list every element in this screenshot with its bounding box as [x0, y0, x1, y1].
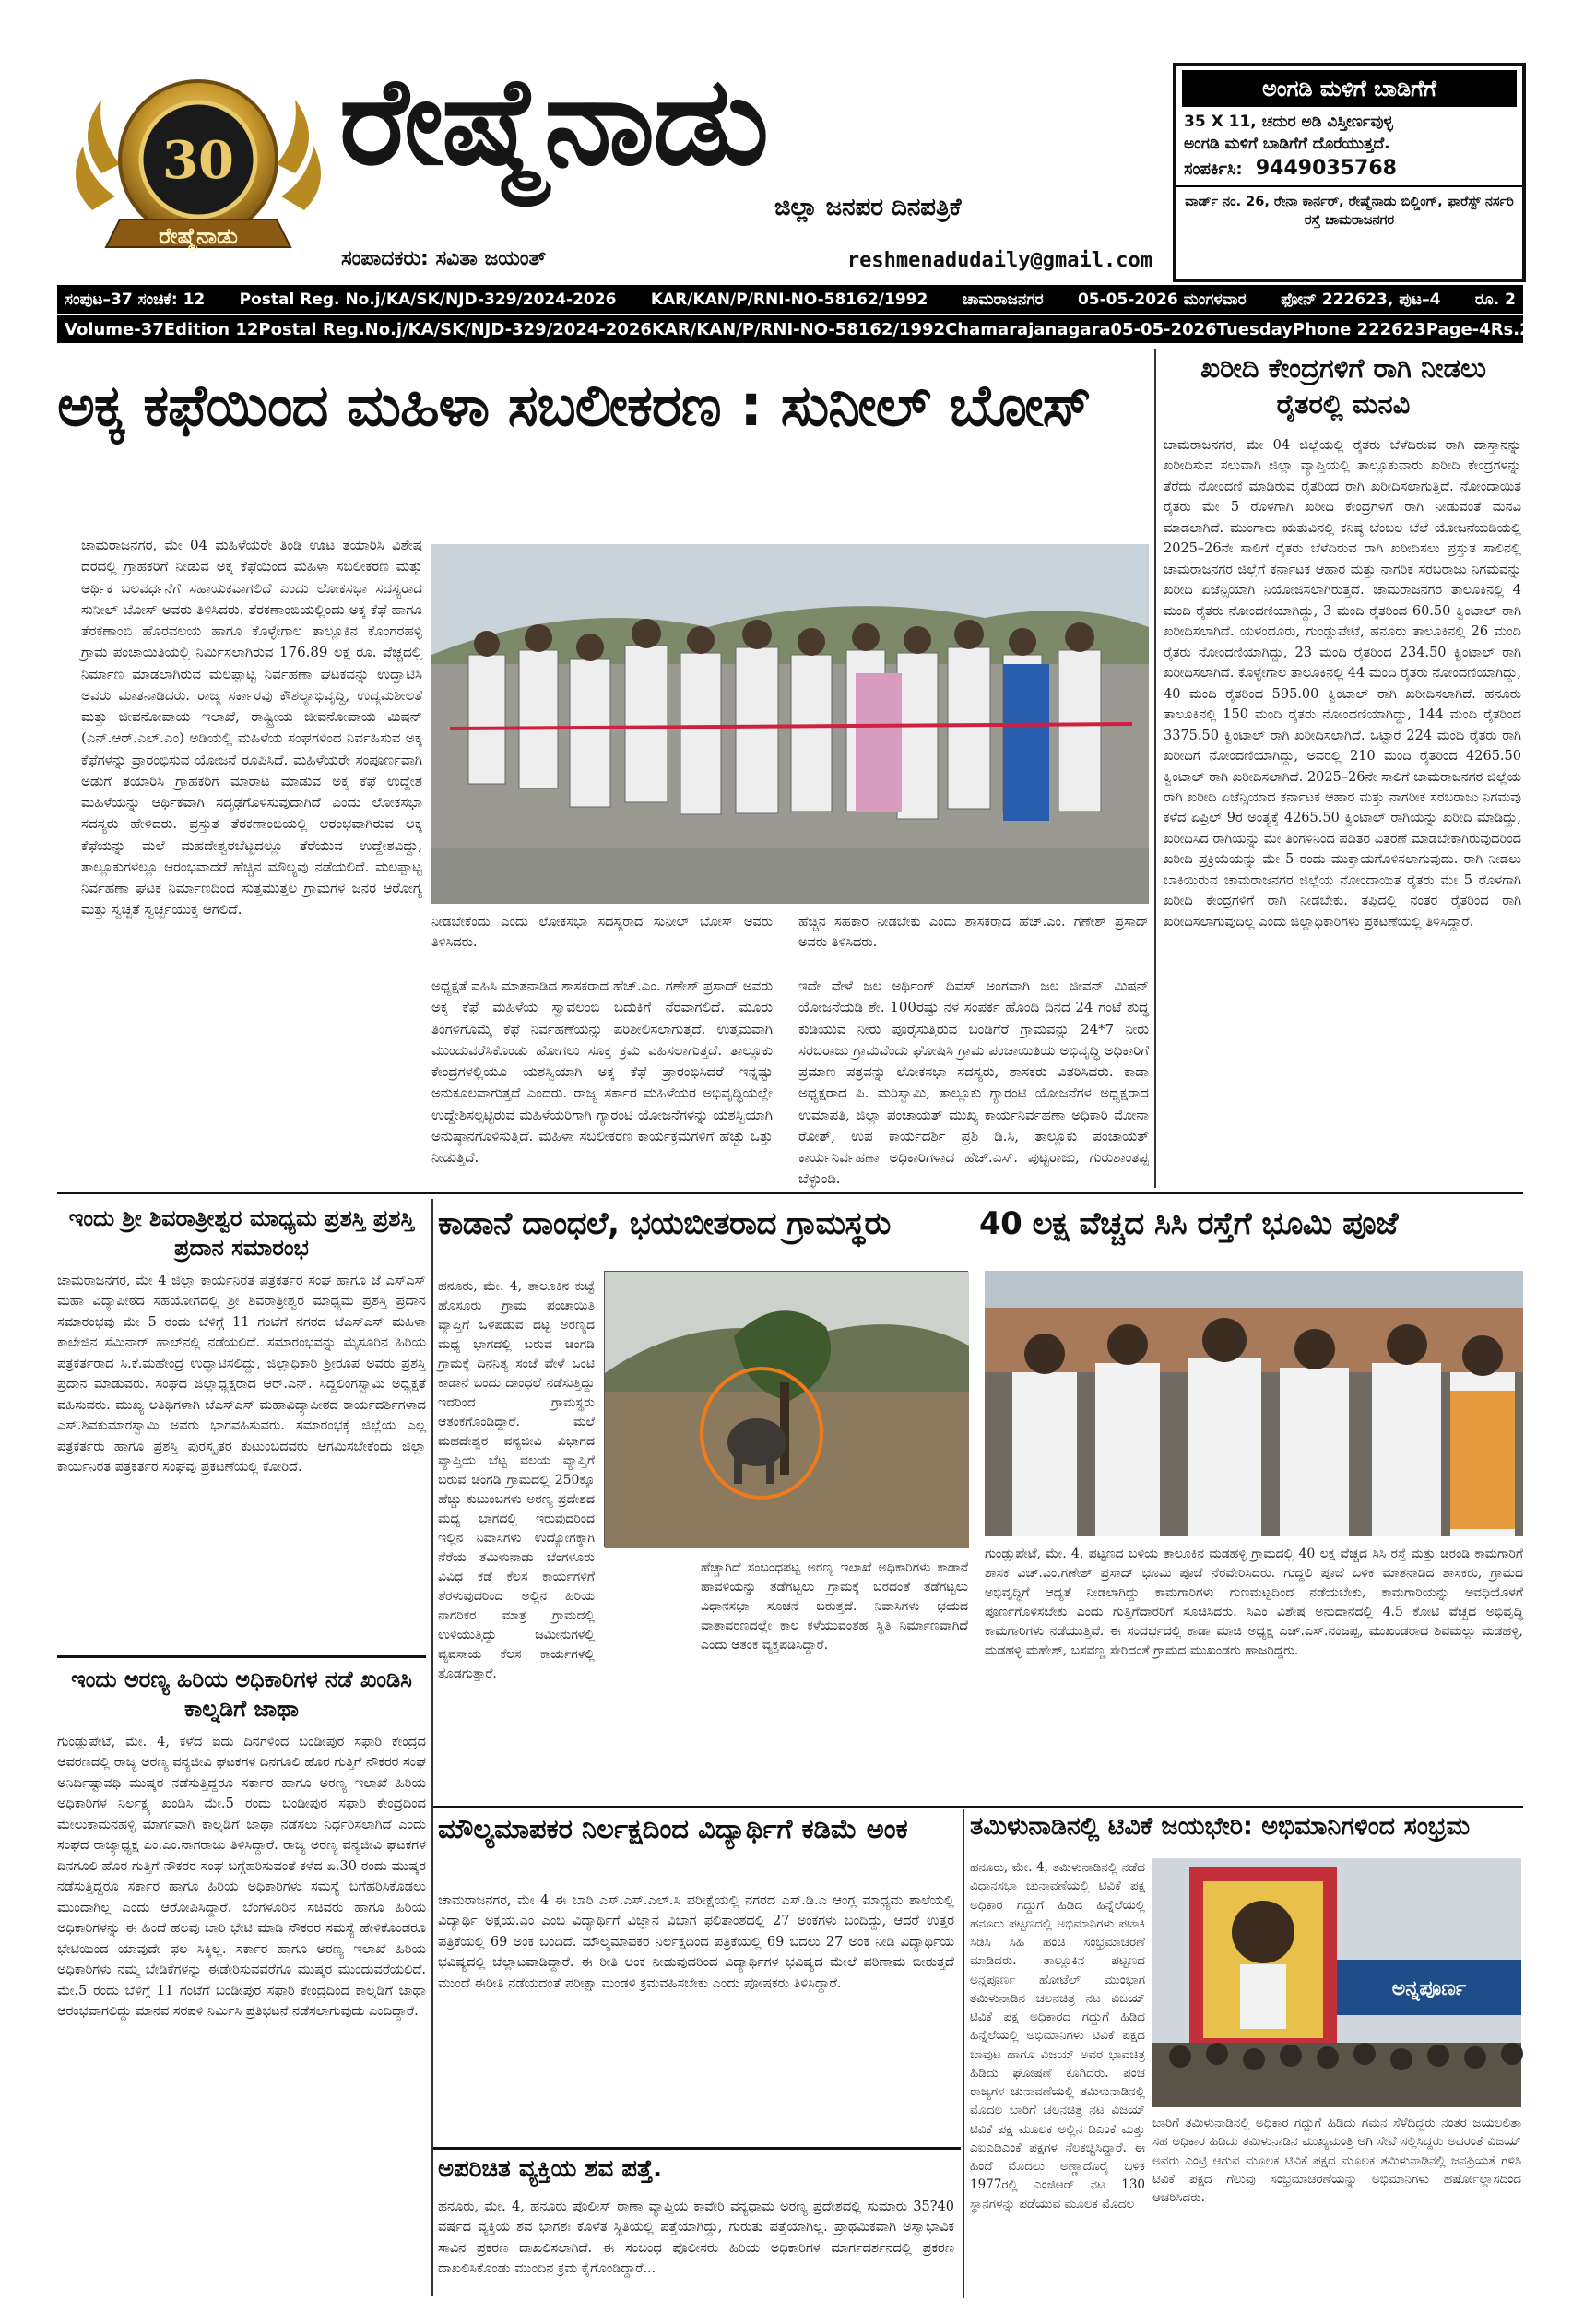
strip-en-page: Page-4 [1425, 319, 1491, 339]
email-address: reshmenadudaily@gmail.com [846, 249, 1152, 272]
svg-text:ಅನ್ನಪೂರ್ಣ: ಅನ್ನಪೂರ್ಣ [1391, 1977, 1467, 2000]
elephant-icon [605, 1272, 969, 1548]
strip-kn-date: 05-05-2026 ಮಂಗಳವಾರ [1077, 290, 1247, 309]
section-divider-1 [57, 1192, 1523, 1194]
tamilnadu-headline: ತಮಿಳುನಾಡಿನಲ್ಲಿ ಟಿವಿಕೆ ಜಯಭೇರಿ: ಅಭಿಮಾನಿಗಳಿಂದ ಸಂಭ್ರಮ [970, 1812, 1471, 1841]
strip-en-volume: Volume-37 [65, 319, 164, 339]
column-divider-lower [431, 1199, 433, 2296]
award-body: ಚಾಮರಾಜನಗರ, ಮೇ 4 ಜಿಲ್ಲಾ ಕಾರ್ಯನಿರತ ಪತ್ರಕರ್ತರ ಸಂಘ ಹಾಗೂ ಜೆ ಎಸ್‌ಎಸ್ ಮಹಾ ವಿದ್ಯಾಪೀಠದ ಸಹಯೋಗದಲ್ಲಿ ಶ್ರೀ ಶಿವರಾತ್ರೀಶ್ವರ ಮಾಧ್ಯಮ ಪ್ರಶಸ್ತಿ ಪ್ರದಾನ ಸಮಾರಂಭವು ಮೇ 5 ರಂದು ಬೆಳಿಗ್ಗೆ 11 ಗಂಟೆಗೆ ನಗರದ ಜೆಎಸ್‌ಎಸ್ ಮಹಿಳಾ ಕಾಲೇಜಿನ ಸೆಮಿನಾರ್ ಹಾಲ್‌ನಲ್ಲಿ ನಡೆಯಲಿದೆ. ಸಮಾರಂಭವನ್ನು ಮೈಸೂರಿನ ಹಿರಿಯ ಪತ್ರಕರ್ತರಾದ ಸಿ.ಕೆ.ಮಹೇಂದ್ರ ಉದ್ಘಾಟಿಸಲಿದ್ದು, ಜಿಲ್ಲಾಧಿಕಾರಿ ಶ್ರೀರೂಪ ಅವರು ಪ್ರಶಸ್ತಿ ಪ್ರದಾನ ಮಾಡುವರು. ಸಂಘದ ಜಿಲ್ಲಾಧ್ಯಕ್ಷರಾದ ಆರ್.ಎನ್. ಸಿದ್ದಲಿಂಗಸ್ವಾಮಿ ಅಧ್ಯಕ್ಷತೆ ವಹಿಸುವರು. ಮುಖ್ಯ ಅತಿಥಿಗಳಾಗಿ ಜೆಎಸ್‌ಎಸ್ ಮಹಾವಿದ್ಯಾಪೀಠದ ಕಾರ್ಯದರ್ಶಿಗಳಾದ ಎಸ್.ಶಿವಕುಮಾರಸ್ವಾಮಿ ಅವರು ಭಾಗವಹಿಸುವರು. ಸಮಾರಂಭಕ್ಕೆ ಜಿಲ್ಲೆಯ ಎಲ್ಲ ಪತ್ರಕರ್ತರು ಹಾಗೂ ಪ್ರಶಸ್ತಿ ಪುರಸ್ಕೃತರ ಕುಟುಂಬದವರು ಆಗಮಿಸಬೇಕೆಂದು ಜಿಲ್ಲಾ ಕಾರ್ಯನಿರತ ಪತ್ರಕರ್ತರ ಸಂಘವು ಪ್ರಕಟಣೆಯಲ್ಲಿ ಕೋರಿದೆ. [57, 1274, 426, 1476]
info-strip-kannada [57, 285, 1523, 314]
road-headline: 40 ಲಕ್ಷ ವೆಚ್ಚದ ಸಿಸಿ ರಸ್ತೆಗೆ ಭೂಮಿ ಪೂಜೆ [979, 1205, 1398, 1242]
logo-ribbon-text: ರೇಷ್ಮೆನಾಡು [159, 223, 238, 249]
ad-address: ವಾರ್ಡ್ ನಂ. 26, ರೇನಾ ಕಾರ್ನರ್, ರೇಷ್ಮೆನಾಡು ಬಿಲ್ಡಿಂಗ್, ಫಾರೆಸ್ಟ್ ನರ್ಸರಿ ರಸ್ತೆ ಚಾಮರಾಜನಗರ [1176, 185, 1522, 236]
strip-kn-city: ಚಾಮರಾಜನಗರ [962, 290, 1044, 309]
road-body: ಗುಂಡ್ಲುಪೇಟೆ, ಮೇ. 4, ಪಟ್ಟಣದ ಬಳಿಯ ತಾಲೂಕಿನ ಮಡಹಳ್ಳಿ ಗ್ರಾಮದಲ್ಲಿ 40 ಲಕ್ಷ ವೆಚ್ಚದ ಸಿಸಿ ರಸ್ತೆ ಮತ್ತು ಚರಂಡಿ ಕಾಮಗಾರಿಗೆ ಶಾಸಕ ಎಚ್.ಎಂ.ಗಣೇಶ್ ಪ್ರಸಾದ್ ಭೂಮಿ ಪೂಜೆ ನೆರವೇರಿಸಿದರು. ಗುದ್ದಲಿ ಪೂಜೆ ಬಳಿಕ ಮಾತನಾಡಿದ ಶಾಸಕರು, ಗ್ರಾಮದ ಅಭಿವೃದ್ಧಿಗೆ ಆದ್ಯತೆ ನೀಡಲಾಗಿದ್ದು ಕಾಮಗಾರಿಗಳು ಗುಣಮಟ್ಟದಿಂದ ನಡೆಯಬೇಕು, ಕಾಮಗಾರಿಯನ್ನು ಅವಧಿಯೊಳಗೆ ಪೂರ್ಣಗೊಳಿಸಬೇಕು ಎಂದು ಗುತ್ತಿಗೆದಾರರಿಗೆ ಸೂಚಿಸಿದರು. ಸಿಎಂ ವಿಶೇಷ ಅನುದಾನದಲ್ಲಿ 4.5 ಕೋಟಿ ವೆಚ್ಚದ ಅಭಿವೃದ್ಧಿ ಕಾಮಗಾರಿಗಳು ನಡೆಯುತ್ತಿವೆ. ಈ ಸಂದರ್ಭದಲ್ಲಿ ಕಾಡಾ ಮಾಜಿ ಅಧ್ಯಕ್ಷ ಎಚ್.ಎಸ್.ನಂಜಪ್ಪ, ಮುಖಂಡರಾದ ಶಿವಮಲ್ಲು ಮಡಹಳ್ಳಿ, ಮಡಹಳ್ಳಿ ಮಹೇಶ್, ಬಸವಣ್ಣ ಸೇರಿದಂತೆ ಗ್ರಾಮದ ಮುಖಂಡರು ಹಾಜರಿದ್ದರು. [985, 1547, 1523, 1658]
elephant-headline: ಕಾಡಾನೆ ದಾಂಧಲೆ, ಭಯಬೀತರಾದ ಗ್ರಾಮಸ್ಥರು [438, 1205, 891, 1242]
ad-contact [1176, 155, 1522, 182]
column-divider [1154, 349, 1156, 1188]
ad-box [1173, 63, 1526, 282]
elephant-photo [604, 1271, 968, 1547]
ad-line1: 35 X 11, ಚದುರ ಅಡಿ ವಿಸ್ತೀರ್ಣವುಳ್ಳ [1184, 113, 1393, 131]
info-strip-english [57, 315, 1531, 343]
tamilnadu-body-continued: ಬಾರಿಗೆ ತಮಿಳುನಾಡಿನಲ್ಲಿ ಅಧಿಕಾರ ಗದ್ದುಗೆ ಹಿಡಿದು ಗಮನ ಸೆಳೆದಿದ್ದರು ನಂತರ ಜಯಲಲಿತಾ ಸಹ ಅಧಿಕಾರ ಹಿಡಿದು ತಮಿಳುನಾಡಿನ ಮುಖ್ಯಮಂತ್ರಿ ಆಗಿ ಸೇವೆ ಸಲ್ಲಿಸಿದ್ದರು ಅದರಂತೆ ವಿಜಯ್ ಅವರು ಎಂಟ್ರಿ ಆಗುವ ಮೂಲಕ ಟಿವಿಕೆ ಪಕ್ಷದ ಮೂಲಕ ತಮಿಳುನಾಡಿನಲ್ಲಿ ಜನಪ್ರಿಯತೆ ಗಳಿಸಿ ಟಿವಿಕೆ ಪಕ್ಷದ ಗೆಲುವು ಸಂಭ್ರಮಾಚರಣೆಯನ್ನು ಅಭಿಮಾನಿಗಳು ಹರ್ಷೋಲ್ಲಾಸದಿಂದ ಆಚರಿಸಿದರು. [1152, 2116, 1521, 2205]
strip-en-postal: Postal Reg.No.j/KA/SK/NJD-329/2024-2026 [258, 319, 652, 339]
logo-seal-icon [65, 63, 332, 284]
banner-photo-icon [1152, 1858, 1521, 2107]
strip-en-price: Rs.2 [1490, 319, 1531, 339]
main-photo-caption-left: ನೀಡಬೇಕೆಂದು ಎಂದು ಲೋಕಸಭಾ ಸದಸ್ಯರಾದ ಸುನೀಲ್ ಬೋಸ್ ಅವರು ತಿಳಿಸಿದರು. [431, 915, 773, 950]
strip-en-phone: Phone 222623 [1292, 319, 1426, 339]
forest-body: ಗುಂಡ್ಲುಪೇಟೆ, ಮೇ. 4, ಕಳೆದ ಐದು ದಿನಗಳಿಂದ ಬಂಡೀಪುರ ಸಫಾರಿ ಕೇಂದ್ರದ ಆವರಣದಲ್ಲಿ ರಾಜ್ಯ ಅರಣ್ಯ ವನ್ಯಜೀವಿ ಘಟಕಗಳ ದಿನಗೂಲಿ ಹೊರ ಗುತ್ತಿಗೆ ನೌಕರರ ಸಂಘ ಅನಿರ್ದಿಷ್ಟಾವಧಿ ಮುಷ್ಕರ ನಡೆಸುತ್ತಿದ್ದರೂ ಸರ್ಕಾರ ಹಾಗೂ ಅರಣ್ಯ ಇಲಾಖೆ ಹಿರಿಯ ಅಧಿಕಾರಿಗಳ ನಿರ್ಲಕ್ಷ್ಯ ಖಂಡಿಸಿ ಮೇ.5 ರಂದು ಬಂಡೀಪುರ ಸಫಾರಿ ಕೇಂದ್ರದಿಂದ ಮೇಲುಕಾಮನಹಳ್ಳಿ ಮಾರ್ಗವಾಗಿ ಕಾಲ್ನಡಿಗೆ ಜಾಥಾ ನಡೆಸಲು ನಿರ್ಧರಿಸಲಾಗಿದೆ ಎಂದು ಸಂಘದ ರಾಜ್ಯಾಧ್ಯಕ್ಷ ಎಂ.ಎಂ.ನಾಗರಾಜು ತಿಳಿಸಿದ್ದಾರೆ. ರಾಜ್ಯ ಅರಣ್ಯ ವನ್ಯಜೀವಿ ಘಟಕಗಳ ದಿನಗೂಲಿ ಹೊರ ಗುತ್ತಿಗೆ ನೌಕರರ ಸಂಘ ಬಗ್ಗೆಹರಿಸುವಂತೆ ಕಳೆದ ಏ.30 ರಂದು ಮುಷ್ಕರ ನಡೆಸುತ್ತಿದ್ದರೂ ಸರ್ಕಾರ ಹಾಗೂ ಹಿರಿಯ ಅಧಿಕಾರಿಗಳು ಸಮಸ್ಯೆ ಬಗೆಹರಿಸಿಕೊಡಲು ಮುಂದಾಗಿಲ್ಲ ಎಂದು ಆರೋಪಿಸಿದ್ದಾರೆ. ಬೆಂಗಳೂರಿನ ಸಚಿವರು ಹಾಗೂ ಹಿರಿಯ ಅಧಿಕಾರಿಗಳನ್ನು ಈ ಹಿಂದೆ ಹಲವು ಬಾರಿ ಭೇಟಿ ಮಾಡಿ ನೌಕರರ ಸಮಸ್ಯೆ ಹೇಳಿಕೊಂಡರೂ ಭೇಟಿಯಿಂದ ಯಾವುದೇ ಫಲ ಸಿಕ್ಕಿಲ್ಲ. ಸರ್ಕಾರ ಹಾಗೂ ಅರಣ್ಯ ಇಲಾಖೆ ಹಿರಿಯ ಅಧಿಕಾರಿಗಳು ನಮ್ಮ ಬೇಡಿಕೆಗಳನ್ನು ಈಡೇರಿಸುವವರೆಗೂ ಮುಷ್ಕರ ಮುಂದುವರೆಯಲಿದೆ. ಮೇ.5 ರಂದು ಬೆಳಿಗ್ಗೆ 11 ಗಂಟೆಗೆ ಬಂಡೀಪುರ ಸಫಾರಿ ಕೇಂದ್ರದಿಂದ ಕಾಲ್ನಡಿಗೆ ಜಾಥಾ ಆರಂಭವಾಗಲಿದ್ದು ಮಾನವ ಸರಪಳಿ ನಿರ್ಮಿಸಿ ಪ್ರತಿಭಟನೆ ನಡೆಸಲಾಗುವುದು ಎಂದಿದ್ದಾರೆ. [57, 1735, 426, 2020]
ad-contact-label: ಸಂಪರ್ಕಿಸಿ: [1184, 160, 1243, 179]
strip-en-date: 05-05-2026 [1110, 319, 1217, 339]
elephant-body-right: ಹೆಚ್ಚಾಗಿದೆ ಸಂಬಂಧಪಟ್ಟ ಅರಣ್ಯ ಇಲಾಖೆ ಅಧಿಕಾರಿಗಳು ಕಾಡಾನೆ ಹಾವಳಿಯನ್ನು ತಡೆಗಟ್ಟಲು ಗ್ರಾಮಕ್ಕೆ ಬರದಂತೆ ತಡೆಗಟ್ಟಲು ವಿಧಾನಸಭಾ ಸೂಚನೆ ಬರುತ್ತದೆ. ನಿವಾಸಿಗಳು ಭಯದ ವಾತಾವರಣದಲ್ಲೇ ಕಾಲ ಕಳೆಯುವಂತಹ ಸ್ಥಿತಿ ನಿರ್ಮಾಣವಾಗಿದೆ ಎಂದು ಆತಂಕ ವ್ಯಕ್ತಪಡಿಸಿದ್ದಾರೆ. [701, 1560, 968, 1653]
newspaper-title: ರೇಷ್ಮೆನಾಡು [339, 51, 768, 193]
svg-text:30: 30 [162, 130, 234, 191]
road-puja-photo [985, 1271, 1523, 1536]
strip-kn-volume: ಸಂಪುಟ–37 ಸಂಚಿಕೆ: 12 [65, 290, 206, 309]
main-headline: ಅಕ್ಕ ಕಫೆಯಿಂದ ಮಹಿಳಾ ಸಬಲೀಕರಣ : ಸುನೀಲ್ ಬೋಸ್ [57, 372, 1091, 439]
editor-name: ಸಂಪಾದಕರು: ಸವಿತಾ ಜಯಂತ್ [341, 247, 547, 270]
award-divider [57, 1655, 426, 1658]
forest-headline: ಇಂದು ಅರಣ್ಯ ಹಿರಿಯ ಅಧಿಕಾರಿಗಳ ನಡೆ ಖಂಡಿಸಿ ಕಾಲ್ನಡಿಗೆ ಜಾಥಾ [71, 1666, 412, 1723]
tagline: ಜಿಲ್ಲಾ ಜನಪರ ದಿನಪತ್ರಿಕೆ [774, 194, 962, 221]
body-found-body: ಹನೂರು, ಮೇ. 4, ಹನೂರು ಪೊಲೀಸ್ ಠಾಣಾ ವ್ಯಾಪ್ತಿಯ ಕಾವೇರಿ ವನ್ಯಧಾಮ ಅರಣ್ಯ ಪ್ರದೇಶದಲ್ಲಿ ಸುಮಾರು 35?40 ವರ್ಷದ ವ್ಯಕ್ತಿಯ ಶವ ಭಾಗಶಃ ಕೊಳೆತ ಸ್ಥಿತಿಯಲ್ಲಿ ಪತ್ತೆಯಾಗಿದ್ದು, ಗುರುತು ಪತ್ತೆಯಾಗಿಲ್ಲ. ಪ್ರಾಥಮಿಕವಾಗಿ ಅಸ್ವಾಭಾವಿಕ ಸಾವಿನ ಪ್ರಕರಣ ದಾಖಲಿಸಲಾಗಿದೆ. ಈ ಸಂಬಂಧ ಪೊಲೀಸರು ಹಿರಿಯ ಅಧಿಕಾರಿಗಳ ಮಾರ್ಗದರ್ಶನದಲ್ಲಿ ಪ್ರಕರಣ ದಾಖಲಿಸಿಕೊಂಡು ಮುಂದಿನ ಕ್ರಮ ಕೈಗೊಂಡಿದ್ದಾರೆ... [438, 2200, 954, 2277]
exam-body: ಚಾಮರಾಜನಗರ, ಮೇ 4 ಈ ಬಾರಿ ಎಸ್.ಎಸ್.ಎಲ್.ಸಿ ಪರೀಕ್ಷೆಯಲ್ಲಿ ನಗರದ ಎಸ್.ಡಿ.ಎ ಆಂಗ್ಲ ಮಾಧ್ಯಮ ಶಾಲೆಯಲ್ಲಿ ವಿದ್ಯಾರ್ಥಿ ಅಕ್ಷಯ.ಎಂ ಎಂಬ ವಿದ್ಯಾರ್ಥಿಗೆ ವಿಜ್ಞಾನ ವಿಭಾಗ ಫಲಿತಾಂಶದಲ್ಲಿ 27 ಅಂಕಗಳು ಬಂದಿದ್ದು, ಆದರೆ ಉತ್ತರ ಪತ್ರಿಕೆಯಲ್ಲಿ 69 ಅಂಕ ಬಂದಿದೆ. ಮೌಲ್ಯಮಾಪಕರ ನಿರ್ಲಕ್ಷದಿಂದ ಪತ್ರಿಕೆಯಲ್ಲಿ 69 ಬದಲು 27 ಅಂಕ ನೀಡಿ ವಿದ್ಯಾರ್ಥಿಯ ಭವಿಷ್ಯದಲ್ಲಿ ಚೆಲ್ಲಾಟವಾಡಿದ್ದಾರೆ. ಈ ರೀತಿ ಅಂಕ ನೀಡುವುದರಿಂದ ವಿದ್ಯಾರ್ಥಿಗಳ ಭವಿಷ್ಯದ ಮೇಲೆ ಪರಿಣಾಮ ಬೀರುತ್ತದೆ ಮುಂದೆ ಈರೀತಿ ನಡೆಯದಂತೆ ಪರೀಕ್ಷಾ ಮಂಡಳಿ ಕ್ರಮವಹಿಸಬೇಕು ಎಂದು ಪೋಷಕರು ತಿಳಿಸಿದ್ದಾರೆ. [438, 1893, 954, 1991]
strip-kn-postal: Postal Reg. No.j/KA/SK/NJD-329/2024-2026 [239, 290, 617, 309]
body-found-headline: ಅಪರಿಚಿತ ವ್ಯಕ್ತಿಯ ಶವ ಪತ್ತೆ. [438, 2155, 662, 2183]
strip-kn-phone: ಫೋನ್ 222623, ಪುಟ–4 [1281, 290, 1441, 309]
ad-phone: 9449035768 [1255, 157, 1397, 180]
logo-emblem [65, 63, 332, 284]
crowd-photo-icon [985, 1271, 1523, 1536]
elephant-body-left: ಹನೂರು, ಮೇ. 4, ತಾಲೂಕಿನ ಕುಟ್ಟೆ ಹೊಸೂರು ಗ್ರಾಮ ಪಂಚಾಯಿತಿ ವ್ಯಾಪ್ತಿಗೆ ಒಳಪಡುವ ದಟ್ಟ ಅರಣ್ಯದ ಮಧ್ಯ ಭಾಗದಲ್ಲಿ ಬರುವ ಚಂಗಡಿ ಗ್ರಾಮಕ್ಕೆ ದಿನನಿತ್ಯ ಸಂಜೆ ವೇಳೆ ಒಂಟಿ ಕಾಡಾನೆ ಬಂದು ದಾಂಧಲೆ ನಡೆಸುತ್ತಿದ್ದು ಇದರಿಂದ ಗ್ರಾಮಸ್ಥರು ಆತಂಕಗೊಂಡಿದ್ದಾರೆ. ಮಲೆ ಮಹದೇಶ್ವರ ವನ್ಯಜೀವಿ ವಿಭಾಗದ ವ್ಯಾಪ್ತಿಯ ಬೆಟ್ಟ ವಲಯ ವ್ಯಾಪ್ತಿಗೆ ಬರುವ ಚಂಗಡಿ ಗ್ರಾಮದಲ್ಲಿ 250ಕ್ಕೂ ಹೆಚ್ಚು ಕುಟುಂಬಗಳು ಅರಣ್ಯ ಪ್ರದೇಶದ ಮಧ್ಯ ಭಾಗದಲ್ಲಿ ಇರುವುದರಿಂದ ಇಲ್ಲಿನ ನಿವಾಸಿಗಳು ಉದ್ಯೋಗಕ್ಕಾಗಿ ನೆರೆಯ ತಮಿಳುನಾಡು ಬೆಂಗಳೂರು ವಿವಿಧ ಕಡೆ ಕೆಲಸ ಕಾರ್ಯಗಳಿಗೆ ತೆರಳುವುದರಿಂದ ಅಲ್ಲಿನ ಹಿರಿಯ ನಾಗರಿಕರ ಮಾತ್ರ ಗ್ರಾಮದಲ್ಲಿ ಉಳಿಯುತ್ತಿದ್ದು ಜಮೀನುಗಳಲ್ಲಿ ವ್ಯವಸಾಯ ಕೆಲಸ ಕಾರ್ಯಗಳಲ್ಲಿ ತೊಡಗುತ್ತಾರೆ. [438, 1279, 595, 1681]
section-divider-2 [433, 1806, 1523, 1808]
ribbon-cutting-photo-icon [431, 544, 1149, 904]
exam-divider [433, 2147, 961, 2150]
main-column-1: ಚಾಮರಾಜನಗರ, ಮೇ 04 ಮಹಿಳೆಯರೇ ತಿಂಡಿ ಊಟ ತಯಾರಿಸಿ ವಿಶೇಷ ದರದಲ್ಲಿ ಗ್ರಾಹಕರಿಗೆ ನೀಡುವ ಅಕ್ಕ ಕೆಫೆಯಿಂದ ಮಹಿಳಾ ಸಬಲೀಕರಣ ಮತ್ತು ಆರ್ಥಿಕ ಬಲವರ್ಧನೆಗೆ ಸಹಾಯಕವಾಗಲಿದೆ ಎಂದು ಲೋಕಸಭಾ ಸದಸ್ಯರಾದ ಸುನೀಲ್ ಬೋಸ್ ಅವರು ತಿಳಿಸಿದರು. ತೆರಕಣಾಂಬಿಯಲ್ಲಿಂದು ಅಕ್ಕ ಕೆಫೆ ಹಾಗೂ ತೆರಕಣಾಂಬಿ ಹೊರವಲಯ ಹಾಗೂ ಕೊಳ್ಳೇಗಾಲ ತಾಲ್ಲೂಕಿನ ಕೊಂಗರಹಳ್ಳಿ ಗ್ರಾಮ ಪಂಚಾಯಿತಿಯಲ್ಲಿ ನಿರ್ಮಿಸಲಾಗಿರುವ 176.89 ಲಕ್ಷ ರೂ. ವೆಚ್ಚದಲ್ಲಿ ನಿರ್ಮಾಣ ಮಾಡಲಾಗಿರುವ ಮಲಪ್ಪಾಟ್ಟ ನಿರ್ವಹಣಾ ಘಟಕವನ್ನು ಉದ್ಘಾಟಿಸಿ ಅವರು ಮಾತನಾಡಿದರು. ರಾಜ್ಯ ಸರ್ಕಾರವು ಕೌಶಲ್ಯಾಭಿವೃದ್ಧಿ, ಉದ್ಯಮಶೀಲತೆ ಮತ್ತು ಜೀವನೋಪಾಯ ಇಲಾಖೆ, ರಾಷ್ಟ್ರೀಯ ಜೀವನೋಪಾಯ ಮಿಷನ್ (ಎನ್.ಆರ್.ಎಲ್.ಎಂ) ಅಡಿಯಲ್ಲಿ ಮಹಿಳೆಯ ಸಂಘಗಳಿಂದ ನಿರ್ವಹಿಸುವ ಅಕ್ಕ ಕೆಫೆಗಳನ್ನು ಪ್ರಾರಂಭಿಸುವ ಯೋಜನೆ ರೂಪಿಸಿದೆ. ಮಹಿಳೆಯರೇ ಸಂಪೂರ್ಣವಾಗಿ ಅಡುಗೆ ತಯಾರಿಸಿ ಗ್ರಾಹಕರಿಗೆ ಮಾರಾಟ ಮಾಡುವ ಅಕ್ಕ ಕೆಫೆ ಉದ್ದೇಶ ಮಹಿಳೆಯನ್ನು ಆರ್ಥಿಕವಾಗಿ ಸದೃಢಗೊಳಿಸುವುದಾಗಿದೆ ಎಂದು ಲೋಕಸಭಾ ಸದಸ್ಯರು ಹೇಳಿದರು. ಪ್ರಸ್ತುತ ತೆರಕಣಾಂಬಿಯಲ್ಲಿ ಆರಂಭವಾಗಿರುವ ಅಕ್ಕ ಕೆಫೆಯನ್ನು ಮಲೆ ಮಹದೇಶ್ವರಬೆಟ್ಟದಲ್ಲೂ ತೆರೆಯುವ ಉದ್ದೇಶವಿದ್ದು, ತಾಲ್ಲೂಕುಗಳಲ್ಲೂ ಆರಂಭವಾದರೆ ಹೆಚ್ಚಿನ ಮೌಲ್ಯವು ನಡೆಯಲಿದೆ. ಮಲಪ್ಪಾಟ್ಟ ನಿರ್ವಹಣಾ ಘಟಕ ನಿರ್ಮಾಣದಿಂದ ಸುತ್ತಮುತ್ತಲ ಗ್ರಾಮಗಳ ಜನರ ಆರೋಗ್ಯ ಮತ್ತು ಸ್ವಚ್ಛತೆ ಸ್ವರ್ಚ್ಛಯುಕ್ತ ಆಗಲಿದೆ. [81, 537, 422, 919]
strip-en-city: Chamarajanagara [945, 319, 1111, 339]
award-headline: ಇಂದು ಶ್ರೀ ಶಿವರಾತ್ರೀಶ್ವರ ಮಾಧ್ಯಮ ಪ್ರಶಸ್ತಿ ಪ್ರಶಸ್ತಿ ಪ್ರದಾನ ಸಮಾರಂಭ [68, 1205, 415, 1262]
main-column-2: ಅಧ್ಯಕ್ಷತೆ ವಹಿಸಿ ಮಾತನಾಡಿದ ಶಾಸಕರಾದ ಹೆಚ್.ಎಂ. ಗಣೇಶ್ ಪ್ರಸಾದ್ ಅವರು ಅಕ್ಕ ಕೆಫೆ ಮಹಿಳೆಯ ಸ್ವಾವಲಂಬಿ ಬದುಕಿಗೆ ನೆರವಾಗಲಿದೆ. ಮೂರು ತಿಂಗಳಿಗೊಮ್ಮೆ ಕೆಫೆ ನಿರ್ವಹಣೆಯನ್ನು ಪರಿಶೀಲಿಸಲಾಗುತ್ತದೆ. ಉತ್ತಮವಾಗಿ ಮುಂದುವರೆಸಿಕೊಂಡು ಹೋಗಲು ಸೂಕ್ತ ಕ್ರಮ ವಹಿಸಲಾಗುತ್ತದೆ. ತಾಲ್ಲೂಕು ಕೇಂದ್ರಗಳಲ್ಲಿಯೂ ಯಶಸ್ವಿಯಾಗಿ ಅಕ್ಕ ಕೆಫೆ ಪ್ರಾರಂಭಿಸಿದರೆ ಇನ್ನಷ್ಟು ಅನುಕೂಲವಾಗುತ್ತದೆ ಎಂದರು. ರಾಜ್ಯ ಸರ್ಕಾರ ಮಹಿಳೆಯರ ಅಭಿವೃದ್ಧಿಯಲ್ಲೇ ಉದ್ದೇಶಿಸಲ್ಪಟ್ಟಿರುವ ಮಹಿಳೆಯರಿಗಾಗಿ ಗ್ಯಾರಂಟಿ ಯೋಜನೆಗಳನ್ನು ಯಶಸ್ವಿಯಾಗಿ ಅನುಷ್ಠಾನಗೊಳಿಸುತ್ತಿದೆ. ಮಹಿಳಾ ಸಬಲೀಕರಣ ಕಾರ್ಯಕ್ರಮಗಳಿಗೆ ಹೆಚ್ಚು ಒತ್ತು ನೀಡುತ್ತಿದೆ. [431, 978, 773, 1166]
strip-kn-price: ರೂ. 2 [1474, 290, 1516, 309]
main-column-3: ಇದೇ ವೇಳೆ ಜಲ ಅರ್ಥಿಂಗ್ ದಿವಸ್ ಅಂಗವಾಗಿ ಜಲ ಜೀವನ್ ಮಿಷನ್ ಯೋಜನೆಯಡಿ ಶೇ. 100ರಷ್ಟು ನಳ ಸಂಪರ್ಕ ಹೊಂದಿ ದಿನದ 24 ಗಂಟೆ ಶುದ್ಧ ಕುಡಿಯುವ ನೀರು ಪೂರೈಸುತ್ತಿರುವ ಬಂಡಿಗೆರೆ ಗ್ರಾಮವನ್ನು 24*7 ನೀರು ಸರಬರಾಜು ಗ್ರಾಮವೆಂದು ಘೋಷಿಸಿ ಗ್ರಾಮ ಪಂಚಾಯಿತಿಯ ಅಭಿವೃದ್ಧಿ ಅಧಿಕಾರಿಗೆ ಪ್ರಮಾಣ ಪತ್ರವನ್ನು ಲೋಕಸಭಾ ಸದಸ್ಯರು, ಶಾಸಕರು ವಿತರಿಸಿದರು. ಕಾಡಾ ಅಧ್ಯಕ್ಷರಾದ ಪಿ. ಮರಿಸ್ವಾಮಿ, ತಾಲ್ಲೂಕು ಗ್ಯಾರಂಟಿ ಯೋಜನೆಗಳ ಅಧ್ಯಕ್ಷರಾದ ಉಮಾಪತಿ, ಜಿಲ್ಲಾ ಪಂಚಾಯತ್ ಮುಖ್ಯ ಕಾರ್ಯನಿರ್ವಹಣಾ ಅಧಿಕಾರಿ ಮೋನಾ ರೋತ್, ಉಪ ಕಾರ್ಯದರ್ಶಿ ಪ್ರಶಿ ಡಿ.ಸಿ, ತಾಲ್ಲೂಕು ಪಂಚಾಯತ್ ಕಾರ್ಯನಿರ್ವಹಣಾ ಅಧಿಕಾರಿಗಳಾದ ಹೆಚ್.ಎಸ್. ಪುಟ್ಟರಾಜು, ಗುರುಶಾಂತಪ್ಪ ಬೆಳ್ಳುಂಡಿ. [798, 978, 1149, 1188]
exam-headline: ಮೌಲ್ಯಮಾಪಕರ ನಿರ್ಲಕ್ಷದಿಂದ ವಿದ್ಯಾರ್ಥಿಗೆ ಕಡಿಮೆ ಅಂಕ [438, 1813, 908, 1844]
ragi-body: ಚಾಮರಾಜನಗರ, ಮೇ 04 ಜಿಲ್ಲೆಯಲ್ಲಿ ರೈತರು ಬೆಳೆದಿರುವ ರಾಗಿ ದಾಸ್ತಾನನ್ನು ಖರೀದಿಸುವ ಸಲುವಾಗಿ ಜಿಲ್ಲಾ ವ್ಯಾಪ್ತಿಯಲ್ಲಿ ತಾಲ್ಲೂಕುವಾರು ಖರೀದಿ ಕೇಂದ್ರಗಳನ್ನು ತೆರೆದು ನೋಂದಣಿ ಮಾಡಿರುವ ರೈತರಿಂದ ರಾಗಿ ಖರೀದಿಸಲಾಗುತ್ತಿದೆ. ನೋಂದಾಯಿತ ರೈತರು ಮೇ 5 ರೊಳಗಾಗಿ ಖರೀದಿ ಕೇಂದ್ರಗಳಿಗೆ ರಾಗಿ ನೀಡುವಂತೆ ಮನವಿ ಮಾಡಲಾಗಿದೆ. ಮುಂಗಾರು ಋತುವಿನಲ್ಲಿ ಕನಿಷ್ಠ ಬೆಂಬಲ ಬೆಲೆ ಯೋಜನೆಯಡಿಯಲ್ಲಿ 2025–26ನೇ ಸಾಲಿಗೆ ರೈತರು ಬೆಳೆದಿರುವ ರಾಗಿ ಖರೀದಿಸಲು ಪ್ರಸ್ತುತ ಸಾಲಿನಲ್ಲಿ ಚಾಮರಾಜನಗರ ಜಿಲ್ಲೆಗೆ ಕರ್ನಾಟಕ ಆಹಾರ ಮತ್ತು ನಾಗರಿಕ ಸರಬರಾಜು ನಿಗಮವನ್ನು ಖರೀದಿ ಏಜೆನ್ಸಿಯಾಗಿ ನಿಯೋಜಿಸಲಾಗಿರುತ್ತದೆ. ಚಾಮರಾಜನಗರ ತಾಲೂಕಿನಲ್ಲಿ 4 ಮಂದಿ ರೈತರು ನೋಂದಣಿಯಾಗಿದ್ದು, 3 ಮಂದಿ ರೈತರಿಂದ 60.50 ಕ್ವಿಂಟಾಲ್ ರಾಗಿ ಖರೀದಿಸಲಾಗಿದೆ. ಯಳಂದೂರು, ಗುಂಡ್ಲುಪೇಟೆ, ಹನೂರು ತಾಲೂಕಿನಲ್ಲಿ 26 ಮಂದಿ ರೈತರು ನೋಂದಣಿಯಾಗಿದ್ದು, 23 ಮಂದಿ ರೈತರಿಂದ 234.50 ಕ್ವಿಂಟಾಲ್ ರಾಗಿ ಖರೀದಿಸಲಾಗಿದೆ. ಕೊಳ್ಳೇಗಾಲ ತಾಲೂಕಿನಲ್ಲಿ 44 ಮಂದಿ ರೈತರು ನೋಂದಣಿಯಾಗಿದ್ದು, 40 ಮಂದಿ ರೈತರಿಂದ 595.00 ಕ್ವಿಂಟಾಲ್ ರಾಗಿ ಖರೀದಿಸಲಾಗಿದೆ. ಹನೂರು ತಾಲೂಕಿನಲ್ಲಿ 150 ಮಂದಿ ರೈತರು ನೋಂದಣಿಯಾಗಿದ್ದು, 144 ಮಂದಿ ರೈತರಿಂದ 3375.50 ಕ್ವಿಂಟಾಲ್ ರಾಗಿ ಖರೀದಿಸಲಾಗಿದೆ. ಒಟ್ಟಾರೆ 224 ಮಂದಿ ರೈತರು ರಾಗಿ ಖರೀದಿಗೆ ನೋಂದಣಿಯಾಗಿದ್ದು, ಅವರಲ್ಲಿ 210 ಮಂದಿ ರೈತರಿಂದ 4265.50 ಕ್ವಿಂಟಾಲ್ ರಾಗಿ ಖರೀದಿಸಲಾಗಿದೆ. 2025–26ನೇ ಸಾಲಿಗೆ ಚಾಮರಾಜನಗರ ಜಿಲ್ಲೆಯ ರಾಗಿ ಖರೀದಿ ಏಜೆನ್ಸಿಯಾದ ಕರ್ನಾಟಕ ಆಹಾರ ಮತ್ತು ನಾಗರೀಕ ಸರಬರಾಜು ನಿಗಮವು ಕಳೆದ ಏಪ್ರಿಲ್ 9ರ ಅಂತ್ಯಕ್ಕೆ 4265.50 ಕ್ವಿಂಟಾಲ್ ರಾಗಿಯನ್ನು ಖರೀದಿ ಮಾಡಿದ್ದು, ಖರೀದಿಸಿದ ರಾಗಿಯನ್ನು ಮೇ ತಿಂಗಳಿನಿಂದ ಪಡಿತರ ವಿತರಣೆ ಮಾಡಬೇಕಾಗಿರುವುದರಿಂದ ಖರೀದಿ ಪ್ರಕ್ರಿಯೆಯನ್ನು ಮೇ 5 ರಂದು ಮುಕ್ತಾಯಗೊಳಿಸಲಾಗುವುದು. ರಾಗಿ ನೀಡಲು ಬಾಕಿಯಿರುವ ಚಾಮರಾಜನಗರ ಜಿಲ್ಲೆಯ ನೋಂದಾಯಿತ ರೈತರು ಮೇ 5 ರೊಳಗಾಗಿ ಖರೀದಿ ಕೇಂದ್ರಗಳಿಗೆ ರಾಗಿ ನೀಡಬೇಕು. ತಪ್ಪಿದಲ್ಲಿ ನಂತರ ರೈತರಿಂದ ರಾಗಿ ಖರೀದಿಸಲಾಗುವುದಿಲ್ಲ ಎಂದು ಜಿಲ್ಲಾಧಿಕಾರಿಗಳು ಪ್ರಕಟಣೆಯಲ್ಲಿ ತಿಳಿಸಿದ್ದಾರೆ. [1164, 438, 1521, 930]
strip-en-rni: KAR/KAN/P/RNI-NO-58162/1992 [651, 319, 946, 339]
ad-heading: ಅಂಗಡಿ ಮಳಿಗೆ ಬಾಡಿಗೆಗೆ [1182, 70, 1517, 107]
main-photo-ribbon-cutting [431, 544, 1149, 904]
ragi-headline: ಖರೀದಿ ಕೇಂದ್ರಗಳಿಗೆ ರಾಗಿ ನೀಡಲು ರೈತರಲ್ಲಿ ಮನವಿ [1200, 352, 1486, 421]
main-photo-caption-right: ಹೆಚ್ಚಿನ ಸಹಕಾರ ನೀಡಬೇಕು ಎಂದು ಶಾಸಕರಾದ ಹೆಚ್.ಎಂ. ಗಣೇಶ್ ಪ್ರಸಾದ್ ಅವರು ತಿಳಿಸಿದರು. [798, 915, 1149, 950]
strip-en-edition: Edition 12 [163, 319, 259, 339]
column-divider-bottom [963, 1809, 964, 2298]
ad-line2: ಅಂಗಡಿ ಮಳಿಗೆ ಬಾಡಿಗೆಗೆ ದೊರೆಯುತ್ತದೆ. [1184, 135, 1390, 153]
strip-en-day: Tuesday [1216, 319, 1293, 339]
tamilnadu-body: ಹನೂರು, ಮೇ. 4, ತಮಿಳುನಾಡಿನಲ್ಲಿ ನಡೆದ ವಿಧಾನಸಭಾ ಚುನಾವಣೆಯಲ್ಲಿ ಟಿವಿಕೆ ಪಕ್ಷ ಅಧಿಕಾರ ಗದ್ದುಗೆ ಹಿಡಿದ ಹಿನ್ನೆಲೆಯಲ್ಲಿ ಹನೂರು ಪಟ್ಟಣದಲ್ಲಿ ಅಭಿಮಾನಿಗಳು ಪಟಾಕಿ ಸಿಡಿಸಿ ಸಿಹಿ ಹಂಚಿ ಸಂಭ್ರಮಾಚರಣೆ ಮಾಡಿದರು. ತಾಲ್ಲೂಕಿನ ಪಟ್ಟಣದ ಅನ್ನಪೂರ್ಣ ಹೋಟೆಲ್ ಮುಂಭಾಗ ತಮಿಳುನಾಡಿನ ಚಲನಚಿತ್ರ ನಟ ವಿಜಯ್ ಟಿವಿಕೆ ಪಕ್ಷ ಅಧಿಕಾರದ ಗದ್ದುಗೆ ಹಿಡಿದ ಹಿನ್ನೆಲೆಯಲ್ಲಿ ಅಭಿಮಾನಿಗಳು ಟಿವಿಕೆ ಪಕ್ಷದ ಬಾವುಟ ಹಾಗೂ ವಿಜಯ್ ಅವರ ಭಾವಚಿತ್ರ ಹಿಡಿದು ಘೋಷಣೆ ಕೂಗಿದರು. ಪಂಚ ರಾಜ್ಯಗಳ ಚುನಾವಣೆಯಲ್ಲಿ ತಮಿಳುನಾಡಿನಲ್ಲಿ ಮೊದಲ ಬಾರಿಗೆ ಚಲನಚಿತ್ರ ನಟ ವಿಜಯ್ ಟಿವಿಕೆ ಪಕ್ಷ ಮೂಲಕ ಅಲ್ಲಿನ ಡಿಎಂಕೆ ಮತ್ತು ಎಐಎಡಿಎಂಕೆ ಪಕ್ಷಗಳ ನೆಲಕಚ್ಚಿಸಿದ್ದಾರೆ. ಈ ಹಿಂದೆ ಮೊದಲು ಅಣ್ಣಾದೊರೈ ಬಳಿಕ 1977ರಲ್ಲಿ ಎಂಜಿಆರ್ ನಟ 130 ಸ್ಥಾನಗಳನ್ನು ಪಡೆಯುವ ಮೂಲಕ ಮೊದಲ [970, 1860, 1145, 2211]
tvk-celebration-photo [1152, 1858, 1521, 2107]
strip-kn-rni: KAR/KAN/P/RNI-NO-58162/1992 [650, 290, 928, 309]
